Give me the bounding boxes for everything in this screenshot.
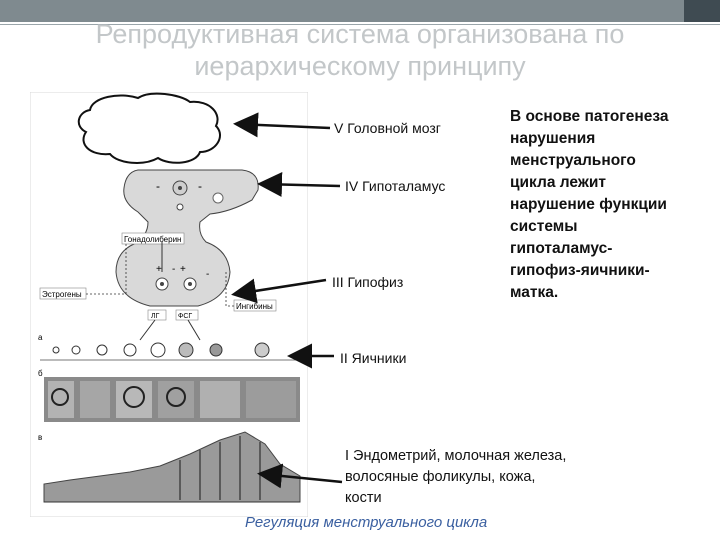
slide-title-line-1: Репродуктивная система организована по xyxy=(95,19,625,49)
gonadoliberin-label: Гонадолиберин xyxy=(124,235,182,244)
arrow-brain xyxy=(238,124,330,128)
lh-label: ЛГ xyxy=(151,313,160,320)
svg-text:+: + xyxy=(180,264,186,275)
pathogenesis-line: менструального xyxy=(510,152,636,169)
pathogenesis-text xyxy=(510,106,718,304)
arrow-endometrium xyxy=(262,474,342,482)
pathogenesis-line: системы xyxy=(510,218,578,235)
level-ovaries-label: II Яичники xyxy=(340,350,407,366)
svg-text:-: - xyxy=(198,179,202,193)
pathogenesis-line: В основе патогенеза xyxy=(510,108,669,125)
panel-v-label: в xyxy=(38,433,43,442)
svg-text:+: + xyxy=(156,264,162,275)
svg-text:-: - xyxy=(206,269,210,280)
target-organs-line: I Эндометрий, молочная железа, xyxy=(345,448,567,464)
pathogenesis-line: нарушение функции xyxy=(510,196,667,213)
target-organs-line: волосяные фоликулы, кожа, xyxy=(345,469,536,485)
pathogenesis-line: матка. xyxy=(510,284,559,301)
svg-text:-: - xyxy=(156,179,160,193)
arrow-pituitary xyxy=(236,280,326,294)
estrogens-label: Эстрогены xyxy=(42,290,82,299)
pathogenesis-line: нарушения xyxy=(510,130,596,147)
level-pituitary-label: III Гипофиз xyxy=(332,274,404,290)
inhibins-label: Ингибины xyxy=(236,302,273,311)
target-organs-line: кости xyxy=(345,490,382,506)
level-hypothalamus-label: IV Гипоталамус xyxy=(345,178,446,194)
level-brain-label: V Головной мозг xyxy=(334,120,441,136)
target-organs-text xyxy=(345,446,566,509)
panel-b-label: б xyxy=(38,369,43,378)
pathogenesis-line: гипофиз-яичники- xyxy=(510,262,650,279)
panel-a-label: а xyxy=(38,333,43,342)
arrow-hypothalamus xyxy=(262,184,340,186)
pathogenesis-line: гипоталамус- xyxy=(510,240,613,257)
svg-text:-: - xyxy=(172,264,176,275)
figure-caption: Регуляция менструального цикла xyxy=(245,514,488,531)
pathogenesis-line: цикла лежит xyxy=(510,174,606,191)
slide-title-line-2: иерархическому принципу xyxy=(194,51,526,81)
fsh-label: ФСГ xyxy=(178,313,193,320)
